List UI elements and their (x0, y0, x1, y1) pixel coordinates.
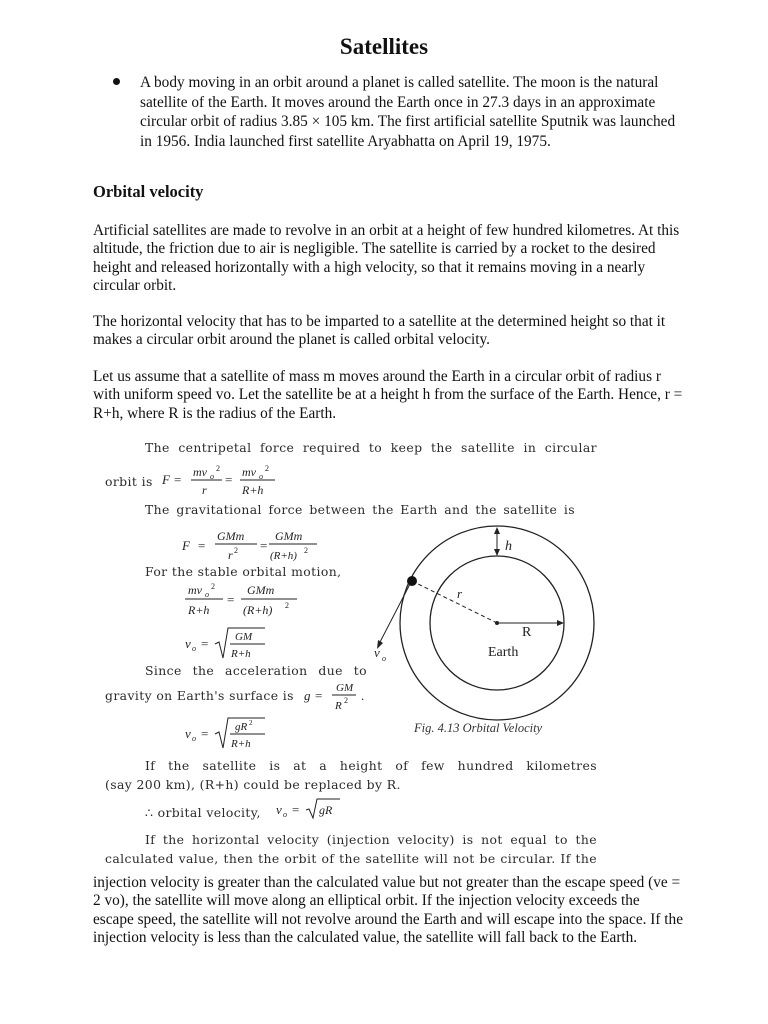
svg-text:GM: GM (235, 631, 253, 643)
orbital-velocity-equation-1 (185, 624, 275, 666)
bullet-marker (113, 78, 120, 85)
svg-text:=: = (201, 636, 209, 651)
scan-line-3: The gravitational force between the Earth and the satellite is (145, 502, 575, 517)
orbital-velocity-figure (360, 520, 600, 740)
closing-paragraph: injection velocity is greater than the calculated value but not greater than the escape speed (ve = 2 vo), the satellite will move along an elliptical orbit. If the injection velocity exceeds the escape speed, the satellite will not revolve around the Earth and will escape into the space. If the injection velocity is less than the calculated value, the satellite will fall back to the Earth. (93, 874, 683, 946)
svg-text:R+h: R+h (231, 648, 251, 660)
svg-text:gR: gR (235, 721, 248, 733)
height-arrowhead-top (494, 527, 500, 534)
figure-caption: Fig. 4.13 Orbital Velocity (414, 721, 543, 735)
svg-text:=: = (315, 688, 323, 703)
svg-text:F: F (162, 472, 170, 487)
svg-text:F: F (182, 538, 190, 553)
svg-text:=: = (260, 538, 268, 553)
svg-text:2: 2 (249, 719, 253, 727)
section-heading: Orbital velocity (93, 182, 204, 201)
intro-bullet-text: A body moving in an orbit around a planet is called satellite. The moon is the natural satellite of the Earth. It moves around the Earth once in 27.3 days in an approximate circular orbit of radius 3.85 × 105 km. The first artificial satellite Sputnik was launched in 1956. India launched first satellite Aryabhatta on April 19, 1975. (140, 74, 676, 150)
label-r: r (457, 586, 463, 601)
svg-text:v: v (185, 726, 191, 741)
scan-line-1: The centripetal force required to keep the satellite in circular (145, 440, 597, 455)
svg-text:o: o (205, 590, 209, 599)
scan-line-11: calculated value, then the orbit of the satellite will not be circular. If the (105, 851, 597, 866)
orbital-velocity-equation-3 (276, 796, 356, 824)
svg-text:v: v (185, 636, 191, 651)
svg-text:o: o (192, 734, 196, 743)
svg-text:gR: gR (319, 803, 333, 817)
svg-text:GM: GM (336, 682, 354, 694)
scan-line-5: Since the acceleration due to (145, 663, 367, 678)
svg-text:mv: mv (188, 583, 202, 597)
svg-text:o: o (259, 472, 263, 481)
scan-line-10: If the horizontal velocity (injection velocity) is not equal to the (145, 832, 597, 847)
svg-text:.: . (361, 688, 365, 703)
label-h: h (505, 539, 512, 554)
svg-text:2: 2 (216, 464, 220, 473)
svg-text:=: = (198, 538, 206, 553)
svg-text:2: 2 (211, 582, 215, 591)
scan-line-2: orbit is (105, 474, 153, 489)
paragraph-1: Artificial satellites are made to revolve in an orbit at a height of few hundred kilometres. At this altitude, the friction due to air is negligible. The satellite is carried by a rocket to the desired height and released horizontally with a high velocity, so that it remains moving in a nearly circular orbit. (93, 222, 680, 294)
svg-text:=: = (292, 802, 300, 817)
svg-text:R+h: R+h (242, 483, 264, 497)
svg-text:=: = (201, 726, 209, 741)
svg-text:g: g (304, 688, 311, 703)
svg-text:2: 2 (344, 696, 348, 705)
gravitational-force-equation (182, 522, 322, 566)
svg-text:(R+h): (R+h) (243, 603, 273, 617)
svg-text:=: = (227, 592, 235, 607)
label-R: R (522, 625, 532, 640)
svg-text:R+h: R+h (188, 603, 210, 617)
scan-line-6: gravity on Earth's surface is (105, 688, 294, 703)
svg-text:2: 2 (304, 546, 308, 555)
svg-text:=: = (174, 472, 182, 487)
svg-text:R: R (335, 700, 342, 712)
svg-text:R+h: R+h (231, 738, 251, 750)
paragraph-2: The horizontal velocity that has to be imparted to a satellite at the determined height so that it makes a circular orbit around the planet is called orbital velocity. (93, 313, 666, 349)
svg-text:o: o (283, 810, 287, 819)
orbital-velocity-equation-2 (185, 714, 275, 756)
radius-arrowhead (557, 620, 564, 626)
svg-text:r: r (228, 548, 233, 562)
svg-text:2: 2 (265, 464, 269, 473)
svg-text:o: o (192, 644, 196, 653)
height-arrowhead-bottom (494, 549, 500, 556)
scan-line-7: If the satellite is at a height of few hundred kilometres (145, 758, 597, 773)
centripetal-force-equation (162, 460, 282, 500)
svg-text:2: 2 (234, 546, 238, 555)
svg-text:2: 2 (285, 601, 289, 610)
svg-text:GMm: GMm (217, 529, 245, 543)
svg-text:v: v (276, 802, 282, 817)
page-title: Satellites (339, 34, 429, 59)
svg-text:mv: mv (242, 465, 256, 479)
scan-line-8: (say 200 km), (R+h) could be replaced by R. (105, 777, 401, 792)
orbit-radius-dashed-line (412, 581, 497, 623)
satellite-dot (407, 576, 417, 586)
svg-text:(R+h): (R+h) (270, 550, 297, 562)
svg-text:r: r (202, 483, 207, 497)
svg-text:GMm: GMm (247, 583, 275, 597)
svg-text:o: o (210, 472, 214, 481)
scan-line-4: For the stable orbital motion, (145, 564, 342, 579)
svg-text:=: = (225, 472, 233, 487)
paragraph-3: Let us assume that a satellite of mass m moves around the Earth in a circular orbit of radius r with uniform speed vo. Let the satellite be at a height h from the surface of the Earth. Hence, r = R+h, where R is the radius of the Earth. (93, 368, 683, 422)
label-earth: Earth (488, 645, 519, 660)
label-vo-subscript: o (382, 654, 386, 663)
label-vo: v (374, 645, 380, 660)
earth-center (495, 621, 499, 625)
svg-text:GMm: GMm (275, 529, 303, 543)
stable-orbit-equation (185, 578, 305, 622)
svg-text:mv: mv (193, 465, 207, 479)
velocity-vector (379, 584, 410, 644)
scan-line-9: ∴ orbital velocity, (145, 805, 261, 820)
